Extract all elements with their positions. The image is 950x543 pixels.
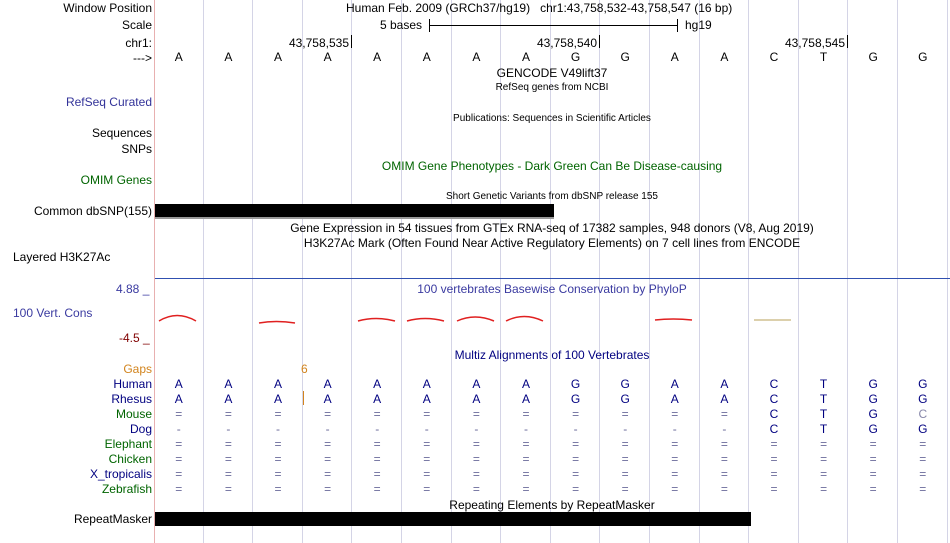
alignment-base: - [523, 422, 528, 436]
alignment-base: A [670, 377, 679, 391]
species-label[interactable]: Elephant [104, 437, 152, 451]
alignment-base: = [274, 437, 282, 451]
alignment-base: - [573, 422, 578, 436]
alignment-base: A [720, 392, 729, 406]
reference-base: A [323, 50, 332, 64]
alignment-base: = [671, 407, 679, 421]
alignment-base: = [720, 407, 728, 421]
alignment-base: A [521, 377, 530, 391]
species-label[interactable]: Human [113, 377, 152, 391]
reference-base: A [273, 50, 282, 64]
alignment-base: A [373, 392, 382, 406]
alignment-base: = [175, 437, 183, 451]
multiz-track-title[interactable]: Multiz Alignments of 100 Vertebrates [454, 348, 650, 362]
layered-h3k27ac-label[interactable]: Layered H3K27Ac [13, 250, 111, 264]
alignment-base: = [720, 452, 728, 466]
alignment-base: = [324, 482, 332, 496]
alignment-base: A [224, 392, 233, 406]
h3k27ac-track-title[interactable]: H3K27Ac Mark (Often Found Near Active Regulatory Elements) on 7 cell lines from ENCODE [303, 236, 801, 250]
alignment-base: = [820, 467, 828, 481]
ruler-tick-label: 43,758,535 [288, 36, 349, 50]
alignment-base: A [323, 392, 332, 406]
alignment-base: = [522, 407, 530, 421]
alignment-base: - [375, 422, 380, 436]
alignment-base: = [224, 452, 232, 466]
alignment-base: = [274, 482, 282, 496]
alignment-base: A [174, 377, 183, 391]
alignment-base: G [868, 422, 878, 436]
gap-count: 6 [301, 362, 308, 376]
alignment-base: = [621, 407, 629, 421]
alignment-base: - [325, 422, 330, 436]
alignment-base: = [423, 482, 431, 496]
reference-base: T [819, 50, 828, 64]
reference-base: A [472, 50, 481, 64]
reference-base: G [868, 50, 878, 64]
alignment-base: = [324, 467, 332, 481]
vert-cons-label[interactable]: 100 Vert. Cons [13, 306, 93, 320]
alignment-base: C [918, 407, 928, 421]
alignment-base: = [720, 437, 728, 451]
alignment-base: C [769, 407, 779, 421]
alignment-base: = [820, 482, 828, 496]
alignment-base: = [919, 482, 927, 496]
alignment-base: = [224, 437, 232, 451]
omim-track-title[interactable]: OMIM Gene Phenotypes - Dark Green Can Be Disease-causing [381, 159, 723, 173]
reference-base: G [570, 50, 581, 64]
alignment-base: T [819, 422, 828, 436]
alignment-base: G [868, 377, 878, 391]
alignment-base: = [175, 407, 183, 421]
alignment-base: A [174, 392, 183, 406]
alignment-base: = [373, 482, 381, 496]
alignment-base: = [869, 437, 877, 451]
snps-label[interactable]: SNPs [121, 142, 152, 156]
alignment-base: G [620, 392, 630, 406]
alignment-base: A [422, 377, 431, 391]
reference-base: A [521, 50, 530, 64]
alignment-base: = [869, 452, 877, 466]
alignment-base: A [224, 377, 233, 391]
strand-arrow: ---> [133, 51, 152, 65]
alignment-base: = [423, 467, 431, 481]
alignment-base: C [769, 392, 779, 406]
alignment-base: - [275, 422, 280, 436]
species-label[interactable]: Rhesus [111, 392, 152, 406]
alignment-base: = [522, 437, 530, 451]
alignment-base: = [621, 452, 629, 466]
alignment-base: = [423, 452, 431, 466]
window-position-value: Human Feb. 2009 (GRCh37/hg19) chr1:43,758,532-43,758,547 (16 bp) [346, 1, 733, 15]
alignment-base: A [273, 392, 282, 406]
alignment-base: = [621, 437, 629, 451]
alignment-base: G [620, 377, 630, 391]
alignment-base: = [770, 467, 778, 481]
repeatmasker-feature-bar[interactable] [155, 512, 751, 526]
alignment-base: = [919, 467, 927, 481]
alignment-base: G [570, 392, 581, 406]
species-label[interactable]: Zebrafish [101, 482, 152, 496]
window-position-label: Window Position [63, 1, 152, 15]
alignment-base: A [373, 377, 382, 391]
gencode-track-title[interactable]: GENCODE V49lift37 [496, 66, 608, 80]
refseq-curated-label[interactable]: RefSeq Curated [65, 95, 152, 109]
alignment-base: = [869, 482, 877, 496]
alignment-base: A [323, 377, 332, 391]
alignment-base: = [820, 437, 828, 451]
phylop-track-title[interactable]: 100 vertebrates Basewise Conservation by PhyloP [417, 282, 687, 296]
sequences-label[interactable]: Sequences [91, 126, 152, 140]
alignment-base: = [522, 482, 530, 496]
phylop-max-label: 4.88 _ [116, 282, 150, 296]
alignment-base: T [819, 407, 828, 421]
alignment-base: A [422, 392, 431, 406]
alignment-base: = [274, 467, 282, 481]
repeatmasker-label[interactable]: RepeatMasker [73, 512, 152, 526]
alignment-base: = [472, 452, 480, 466]
alignment-base: G [918, 392, 928, 406]
alignment-base: = [224, 482, 232, 496]
alignment-base: = [572, 482, 580, 496]
alignment-base: - [424, 422, 429, 436]
alignment-base: = [373, 437, 381, 451]
alignment-base: G [918, 377, 928, 391]
species-label[interactable]: Mouse [115, 407, 152, 421]
alignment-base: = [770, 452, 778, 466]
alignment-base: = [472, 437, 480, 451]
alignment-base: A [472, 377, 481, 391]
alignment-base: = [671, 452, 679, 466]
reference-base: C [769, 50, 779, 64]
alignment-base: = [423, 407, 431, 421]
alignment-base: = [720, 482, 728, 496]
alignment-base: G [918, 422, 928, 436]
alignment-base: = [869, 467, 877, 481]
reference-base: G [918, 50, 928, 64]
alignment-base: G [570, 377, 581, 391]
common-dbsnp-label[interactable]: Common dbSNP(155) [33, 204, 152, 218]
alignment-base: = [919, 452, 927, 466]
alignment-base: T [819, 392, 828, 406]
reference-base: G [620, 50, 630, 64]
ruler-tick-label: 43,758,545 [784, 36, 845, 50]
alignment-base: - [474, 422, 479, 436]
reference-base: A [720, 50, 729, 64]
alignment-base: - [623, 422, 628, 436]
alignment-base: = [770, 482, 778, 496]
alignment-base: - [722, 422, 727, 436]
alignment-base: G [868, 407, 878, 421]
alignment-base: = [324, 407, 332, 421]
alignment-base: T [819, 377, 828, 391]
gaps-label[interactable]: Gaps [123, 362, 152, 376]
reference-base: A [422, 50, 431, 64]
alignment-base: = [274, 407, 282, 421]
alignment-base: - [226, 422, 231, 436]
omim-genes-label[interactable]: OMIM Genes [80, 173, 152, 187]
alignment-base: = [373, 452, 381, 466]
scale-assembly-text: hg19 [685, 18, 712, 32]
alignment-base: A [670, 392, 679, 406]
alignment-base: = [572, 467, 580, 481]
alignment-base: = [671, 437, 679, 451]
species-label[interactable]: Chicken [108, 452, 152, 466]
alignment-base: = [175, 467, 183, 481]
refseq-track-subtitle: RefSeq genes from NCBI [495, 82, 609, 93]
alignment-base: A [521, 392, 530, 406]
alignment-base: = [770, 437, 778, 451]
alignment-base: = [224, 467, 232, 481]
species-label[interactable]: Dog [129, 422, 152, 436]
phylop-min-label: -4.5 _ [119, 331, 150, 345]
dbsnp-track-title[interactable]: Short Genetic Variants from dbSNP release 155 [446, 191, 658, 202]
reference-base: A [174, 50, 183, 64]
repeatmasker-track-title[interactable]: Repeating Elements by RepeatMasker [449, 498, 655, 512]
reference-base: A [224, 50, 233, 64]
publications-track-title[interactable]: Publications: Sequences in Scientific Articles [453, 113, 651, 124]
alignment-base: A [472, 392, 481, 406]
alignment-base: = [175, 452, 183, 466]
alignment-base: = [572, 437, 580, 451]
alignment-base: G [868, 392, 878, 406]
alignment-base: = [472, 407, 480, 421]
alignment-base: = [572, 452, 580, 466]
alignment-base: = [919, 437, 927, 451]
alignment-base: = [423, 437, 431, 451]
alignment-base: = [373, 407, 381, 421]
alignment-base: = [324, 437, 332, 451]
alignment-base: A [720, 377, 729, 391]
alignment-base: = [274, 452, 282, 466]
ruler-tick-label: 43,758,540 [536, 36, 597, 50]
alignment-base: = [373, 467, 381, 481]
alignment-base: - [176, 422, 181, 436]
alignment-base: = [522, 467, 530, 481]
alignment-base: = [820, 452, 828, 466]
alignment-base: = [224, 407, 232, 421]
alignment-base: = [522, 452, 530, 466]
alignment-base: = [621, 467, 629, 481]
alignment-base: = [324, 452, 332, 466]
alignment-base: = [472, 467, 480, 481]
scale-label: Scale [121, 18, 152, 32]
alignment-base: = [720, 467, 728, 481]
scale-bases-text: 5 bases [380, 18, 423, 32]
alignment-base: - [672, 422, 677, 436]
alignment-base: = [572, 407, 580, 421]
chrom-label: chr1: [125, 36, 152, 50]
gtex-track-title[interactable]: Gene Expression in 54 tissues from GTEx RNA-seq of 17382 samples, 948 donors (V8, Aug 2019) [290, 221, 814, 235]
alignment-base: = [472, 482, 480, 496]
alignment-base: C [769, 422, 779, 436]
alignment-base: = [621, 482, 629, 496]
reference-base: A [670, 50, 679, 64]
species-label[interactable]: X_tropicalis [89, 467, 152, 481]
alignment-base: = [671, 482, 679, 496]
alignment-base: C [769, 377, 779, 391]
alignment-base: A [273, 377, 282, 391]
alignment-base: = [671, 467, 679, 481]
reference-base: A [373, 50, 382, 64]
alignment-base: = [175, 482, 183, 496]
